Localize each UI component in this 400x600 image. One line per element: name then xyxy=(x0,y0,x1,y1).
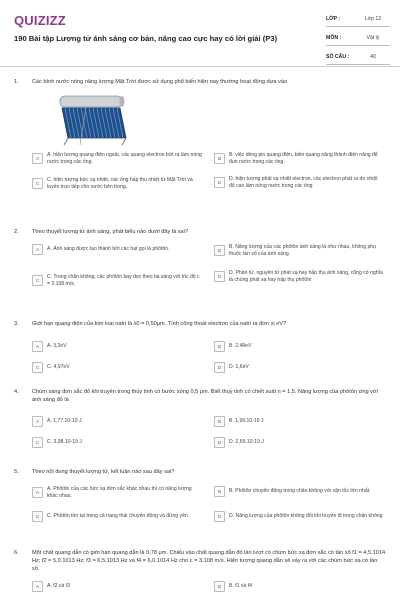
option-text: B. 2,48eV xyxy=(229,343,252,350)
option-text: C. hiện tượng bức xạ nhiệt, các ống hấp thụ nhiệt từ Mặt Trời và tuyền trực tiếp cho nước bên trong. xyxy=(47,177,193,190)
question-number: 6. xyxy=(14,550,19,556)
option-d[interactable] xyxy=(214,511,384,522)
option-letter-box: B xyxy=(214,245,225,256)
option-text: C. 4,97eV xyxy=(47,364,70,371)
option-text: C. Phôtôn tồn tại trong cả trạng thái chuyển động và đứng yên. xyxy=(47,513,190,520)
meta-count-row xyxy=(326,50,390,65)
options-grid xyxy=(14,334,386,370)
option-letter-box: C xyxy=(32,437,43,448)
option-b[interactable] xyxy=(214,152,384,166)
question-text: Theo nội dung thuyết lượng tử, kết luận nào sau đây sai? xyxy=(32,469,175,475)
option-letter-box: B xyxy=(214,153,225,164)
option-d[interactable] xyxy=(214,362,384,373)
question-number: 4. xyxy=(14,389,19,395)
option-text: D. 2,65.10-19 J xyxy=(229,439,264,446)
question-text: Giới hạn quang điện của kim loại natri là λ0 = 0,50μm. Tính công thoát electron của natri ra đơn vị eV? xyxy=(32,321,287,327)
option-b[interactable] xyxy=(214,341,384,352)
option-text: A. Ánh sáng được tạo thành bởi các hạt gọi là phôtôn. xyxy=(47,246,170,253)
option-letter-box: C xyxy=(32,275,43,286)
question-number: 3. xyxy=(14,321,19,327)
options-grid xyxy=(14,152,386,200)
worksheet-title: 190 Bài tập Lượng tử ánh sáng cơ bản, nâng cao cực hay có lời giải (P3) xyxy=(14,34,278,43)
question-text: Một chất quang dẫn có giới hạn quang dẫn là 0,78 μm. Chiếu vào chất quang dẫn đó lần lượt có chùm bức xạ đơn sắc có tần số f1 = 4,5.1014 Hz; f2 = 5,0.1013 Hz; f3 = 6,5.1013 Hz và f4 = 6,0.1014 Hz cho c = 3.108 m/s. Hiện tượng quang dẫn sẽ xảy ra với các chùm bức xạ có tần số. xyxy=(32,550,386,572)
option-b[interactable] xyxy=(214,416,384,427)
question-4 xyxy=(14,388,386,450)
option-c[interactable] xyxy=(32,511,202,522)
question-text: Theo thuyết lượng tử ánh sáng, phát biểu nào dưới đây là sai? xyxy=(32,229,189,235)
question-5 xyxy=(14,468,386,542)
option-letter-box: B xyxy=(214,341,225,352)
option-letter-box: D xyxy=(214,437,225,448)
option-letter-box: D xyxy=(214,271,225,282)
question-text: Chùm sáng đơn sắc đỏ khi truyền trong thủy tinh có bước sóng 0,5 μm. Biết thuỷ tinh có chiết suất n = 1,5. Năng lượng của phôtôn ứng với ánh sáng đỏ là xyxy=(32,389,378,403)
option-letter-box: A xyxy=(32,416,43,427)
option-c[interactable] xyxy=(32,362,202,373)
meta-subject-row xyxy=(326,31,390,46)
option-text: B. 1,99.10-19 J xyxy=(229,418,264,425)
option-letter-box: C xyxy=(32,178,43,189)
option-text: D. 1,6eV xyxy=(229,364,249,371)
option-text: D. Năng lượng của phôtôn không đổi khi truyền đi trong chân không xyxy=(229,513,383,520)
options-grid xyxy=(14,242,386,304)
question-1 xyxy=(14,78,386,200)
option-text: C. 3,98.10-19 J xyxy=(47,439,82,446)
option-a[interactable] xyxy=(32,581,202,592)
meta-box xyxy=(326,12,390,69)
option-text: D. hiện tượng phát xạ nhiệt electron, các electron phát ra do nhiệt độ cao làm nóng nước trong các ống xyxy=(229,176,378,189)
meta-subject-value: Vật lý xyxy=(366,35,380,41)
question-3 xyxy=(14,320,386,370)
meta-subject-key: MÔN : xyxy=(326,35,342,41)
option-a[interactable] xyxy=(32,152,202,166)
options-grid xyxy=(14,410,386,450)
options-grid xyxy=(14,482,386,542)
option-text: D. Phân tử, nguyên tử phát xạ hay hấp thụ ánh sáng, cũng có nghĩa là chúng phát xạ hay hấp thụ phôtôn xyxy=(229,270,383,283)
question-number: 1. xyxy=(14,79,19,85)
option-letter-box: C xyxy=(32,362,43,373)
option-text: A. f2 và f3 xyxy=(47,583,70,590)
option-letter-box: B xyxy=(214,581,225,592)
option-a[interactable] xyxy=(32,244,202,255)
option-b[interactable] xyxy=(214,581,384,592)
option-c[interactable] xyxy=(32,274,202,288)
option-d[interactable] xyxy=(214,176,384,190)
meta-count-value: 40 xyxy=(370,54,376,60)
worksheet-header xyxy=(0,0,400,67)
quizizz-logo: QUIZIZZ xyxy=(14,13,66,28)
meta-grade-row xyxy=(326,12,390,27)
question-6 xyxy=(14,549,386,593)
question-2 xyxy=(14,228,386,304)
option-c[interactable] xyxy=(32,177,202,191)
option-a[interactable] xyxy=(32,416,202,427)
option-a[interactable] xyxy=(32,486,202,500)
option-letter-box: C xyxy=(32,511,43,522)
option-text: B. Năng lượng của các phôtôn ánh sáng là như nhau, không phụ thuộc tần số của ánh sáng. xyxy=(229,244,376,257)
option-c[interactable] xyxy=(32,437,202,448)
option-text: A. 1,77.10-19 J xyxy=(47,418,82,425)
option-letter-box: A xyxy=(32,153,43,164)
question-number: 2. xyxy=(14,229,19,235)
options-grid xyxy=(14,579,386,593)
option-letter-box: A xyxy=(32,581,43,592)
question-number: 5. xyxy=(14,469,19,475)
meta-grade-value: Lớp 12 xyxy=(364,16,382,22)
option-text: A. hiện tượng quang điện ngoài, các quang electron bứt ra làm nóng nước trong các ống. xyxy=(47,152,202,165)
option-text: A. Phôtôn của các bức xạ đơn sắc khác nhau thì có năng lượng khác nhau. xyxy=(47,486,192,499)
question-text: Các bình nước nóng năng lượng Mặt Trời được sử dụng phổ biến hiện nay thường hoạt động dựa vào xyxy=(32,79,288,85)
meta-count-key: SỐ CÂU : xyxy=(326,54,350,60)
option-d[interactable] xyxy=(214,437,384,448)
option-letter-box: A xyxy=(32,487,43,498)
meta-grade-key: LỚP : xyxy=(326,16,341,22)
option-text: B. f1 và f4 xyxy=(229,583,252,590)
option-a[interactable] xyxy=(32,341,202,352)
option-letter-box: D xyxy=(214,511,225,522)
option-letter-box: B xyxy=(214,486,225,497)
option-b[interactable] xyxy=(214,486,384,497)
option-letter-box: D xyxy=(214,177,225,188)
option-text: A. 3,2eV xyxy=(47,343,67,350)
option-letter-box: A xyxy=(32,341,43,352)
solar-water-heater-image xyxy=(56,92,130,146)
option-letter-box: D xyxy=(214,362,225,373)
option-d[interactable] xyxy=(214,270,384,284)
option-letter-box: A xyxy=(32,244,43,255)
option-letter-box: B xyxy=(214,416,225,427)
option-text: C. Trong chân không, các phôtôn bay dọc theo tia sáng với tốc độ c = 3.108 m/s. xyxy=(47,274,200,287)
option-b[interactable] xyxy=(214,244,384,258)
option-text: B. Phôtôn chuyển động trong chân không với vận tốc lớn nhất. xyxy=(229,488,371,495)
option-text: B. việc dòng pin quang điện, biến quang năng thành điện năng để đun nước trong các ống. xyxy=(229,152,378,165)
